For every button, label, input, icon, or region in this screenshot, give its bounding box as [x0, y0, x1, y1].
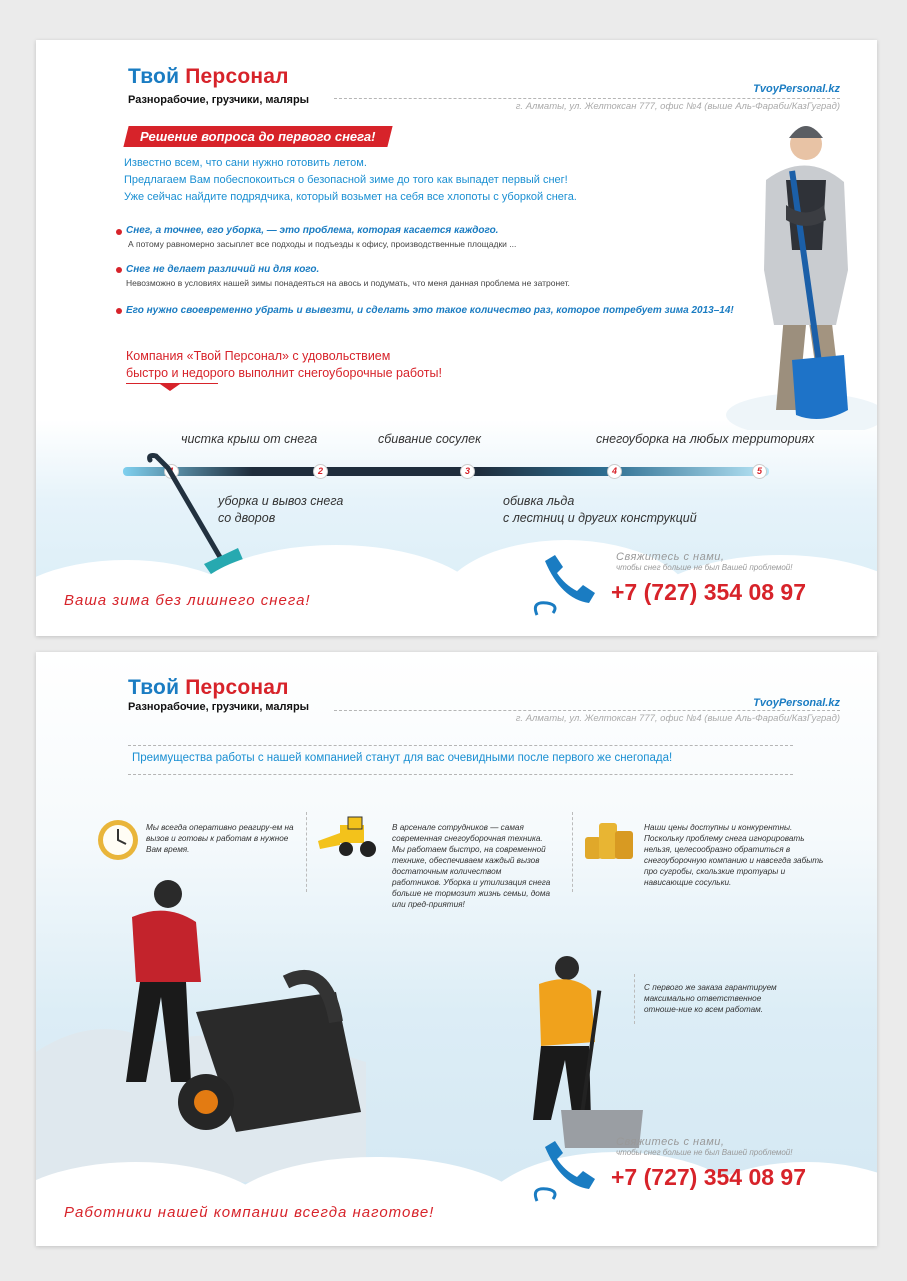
advantages-top-rule	[128, 745, 793, 746]
logo-word-2: Персонал	[185, 676, 289, 699]
step-label-line: с лестниц и других конструкций	[503, 511, 697, 525]
shovel-worker-photo	[491, 950, 651, 1150]
bullet-title: Снег, а точнее, его уборка, — это проблема, которая касается каждого.	[126, 225, 499, 236]
headline-banner	[123, 126, 392, 147]
site-url[interactable]: TvoyPersonal.kz	[753, 83, 840, 95]
man-with-shovel-photo	[726, 110, 877, 430]
snowblower-photo	[36, 872, 366, 1182]
card-text: Мы всегда оперативно реагиру-ем на вызов и готовы к работам в нужное Вам время.	[146, 823, 294, 854]
card-divider	[572, 812, 573, 892]
phone-number[interactable]: +7 (727) 354 08 97	[611, 579, 807, 605]
timeline-node: 5	[752, 464, 767, 479]
card-text: Наши цены доступны и конкурентны. Поскольку проблему снега игнорировать нельзя, целесообразно обратиться в снегоуборочную компанию и навсегда забыть про сугробы, скользкие тротуары и нависающие сосульки.	[644, 823, 824, 887]
contact-subheading: чтобы снег больше не был Вашей проблемой!	[616, 563, 793, 572]
logo-word-2: Персонал	[185, 65, 289, 88]
offer-text	[126, 348, 442, 382]
bullet-dot	[116, 229, 122, 235]
logo-word-1: Твой	[128, 676, 180, 699]
clock-icon	[96, 817, 140, 863]
brand-tagline: Разнорабочие, грузчики, маляры	[128, 701, 310, 713]
timeline-node: 1	[164, 464, 179, 479]
header-divider	[334, 98, 840, 99]
step-label-line: со дворов	[218, 511, 276, 525]
slogan: Работники нашей компании всегда наготове!	[64, 1204, 435, 1221]
offer-line: Компания «Твой Персонал» с удовольствием	[126, 349, 391, 363]
timeline-node: 3	[460, 464, 475, 479]
loader-icon	[318, 815, 382, 861]
contact-heading: Свяжитесь с нами,	[616, 1136, 725, 1148]
flyer-page-2	[36, 652, 877, 1246]
coins-icon	[581, 815, 637, 861]
intro-text	[124, 155, 577, 206]
step-label-line: обивка льда	[503, 494, 575, 508]
guarantee-divider	[634, 974, 635, 1024]
step-label-line: уборка и вывоз снега	[218, 494, 344, 508]
step-label	[503, 493, 697, 527]
bullet-text: Невозможно в условиях нашей зимы понадеяться на авось и подумать, что меня данная проблема не затронет.	[126, 278, 570, 288]
headline-text: Решение вопроса до первого снега!	[140, 129, 376, 144]
bullet-text: А потому равномерно засыплет все подходы и подъезды к офису, производственные площадки ...	[128, 239, 517, 249]
contact-heading: Свяжитесь с нами,	[616, 551, 725, 563]
bullet-dot	[116, 267, 122, 273]
brand-logo	[128, 676, 289, 700]
phone-handset-icon	[533, 1141, 605, 1203]
phone-handset-icon	[533, 555, 605, 617]
site-url[interactable]: TvoyPersonal.kz	[753, 697, 840, 709]
intro-line: Уже сейчас найдите подрядчика, который возьмет на себя все хлопоты с уборкой снега.	[124, 191, 577, 203]
card-text: В арсенале сотрудников — самая современная снегоуборочная техника. Мы работаем быстро, на современной технике, обеспечиваем каждый вызов достаточным количеством работников. Уборка и утилизация снега больше не тормозит жизнь семьи, дома или пред-приятия!	[392, 823, 551, 909]
brand-tagline: Разнорабочие, грузчики, маляры	[128, 94, 310, 106]
flyer-page-1	[36, 40, 877, 636]
offer-line: быстро и недорого выполнит снегоуборочные работы!	[126, 366, 442, 380]
offer-arrow	[160, 384, 180, 391]
bullet-title: Снег не делает различий ни для кого.	[126, 264, 320, 275]
phone-number[interactable]: +7 (727) 354 08 97	[611, 1164, 807, 1190]
step-label: чистка крыш от снега	[181, 432, 318, 446]
guarantee-text: С первого же заказа гарантируем максимально ответственное отноше-ние ко всем работам.	[644, 983, 777, 1014]
bullet-dot	[116, 308, 122, 314]
advantages-bottom-rule	[128, 774, 793, 775]
slogan: Ваша зима без лишнего снега!	[64, 592, 311, 609]
header-divider	[334, 710, 840, 711]
bullet-title: Его нужно своевременно убрать и вывезти, и сделать это такое количество раз, которое потребует зима 2013–14!	[126, 305, 734, 316]
timeline-node: 2	[313, 464, 328, 479]
timeline-node: 4	[607, 464, 622, 479]
contact-subheading: чтобы снег больше не был Вашей проблемой!	[616, 1148, 793, 1157]
logo-word-1: Твой	[128, 65, 180, 88]
brand-logo	[128, 65, 289, 89]
intro-line: Известно всем, что сани нужно готовить летом.	[124, 157, 367, 169]
address: г. Алматы, ул. Желтоксан 777, офис №4 (выше Аль-Фараби/КазГуград)	[515, 713, 840, 724]
address: г. Алматы, ул. Желтоксан 777, офис №4 (выше Аль-Фараби/КазГуград)	[515, 101, 840, 112]
step-label: снегоуборка на любых территориях	[596, 432, 815, 446]
intro-line: Предлагаем Вам побеспокоиться о безопасной зиме до того как выпадет первый снег!	[124, 174, 568, 186]
step-label: сбивание сосулек	[378, 432, 482, 446]
advantages-title: Преимущества работы с нашей компанией станут для вас очевидными после первого же снегопада!	[132, 752, 673, 764]
